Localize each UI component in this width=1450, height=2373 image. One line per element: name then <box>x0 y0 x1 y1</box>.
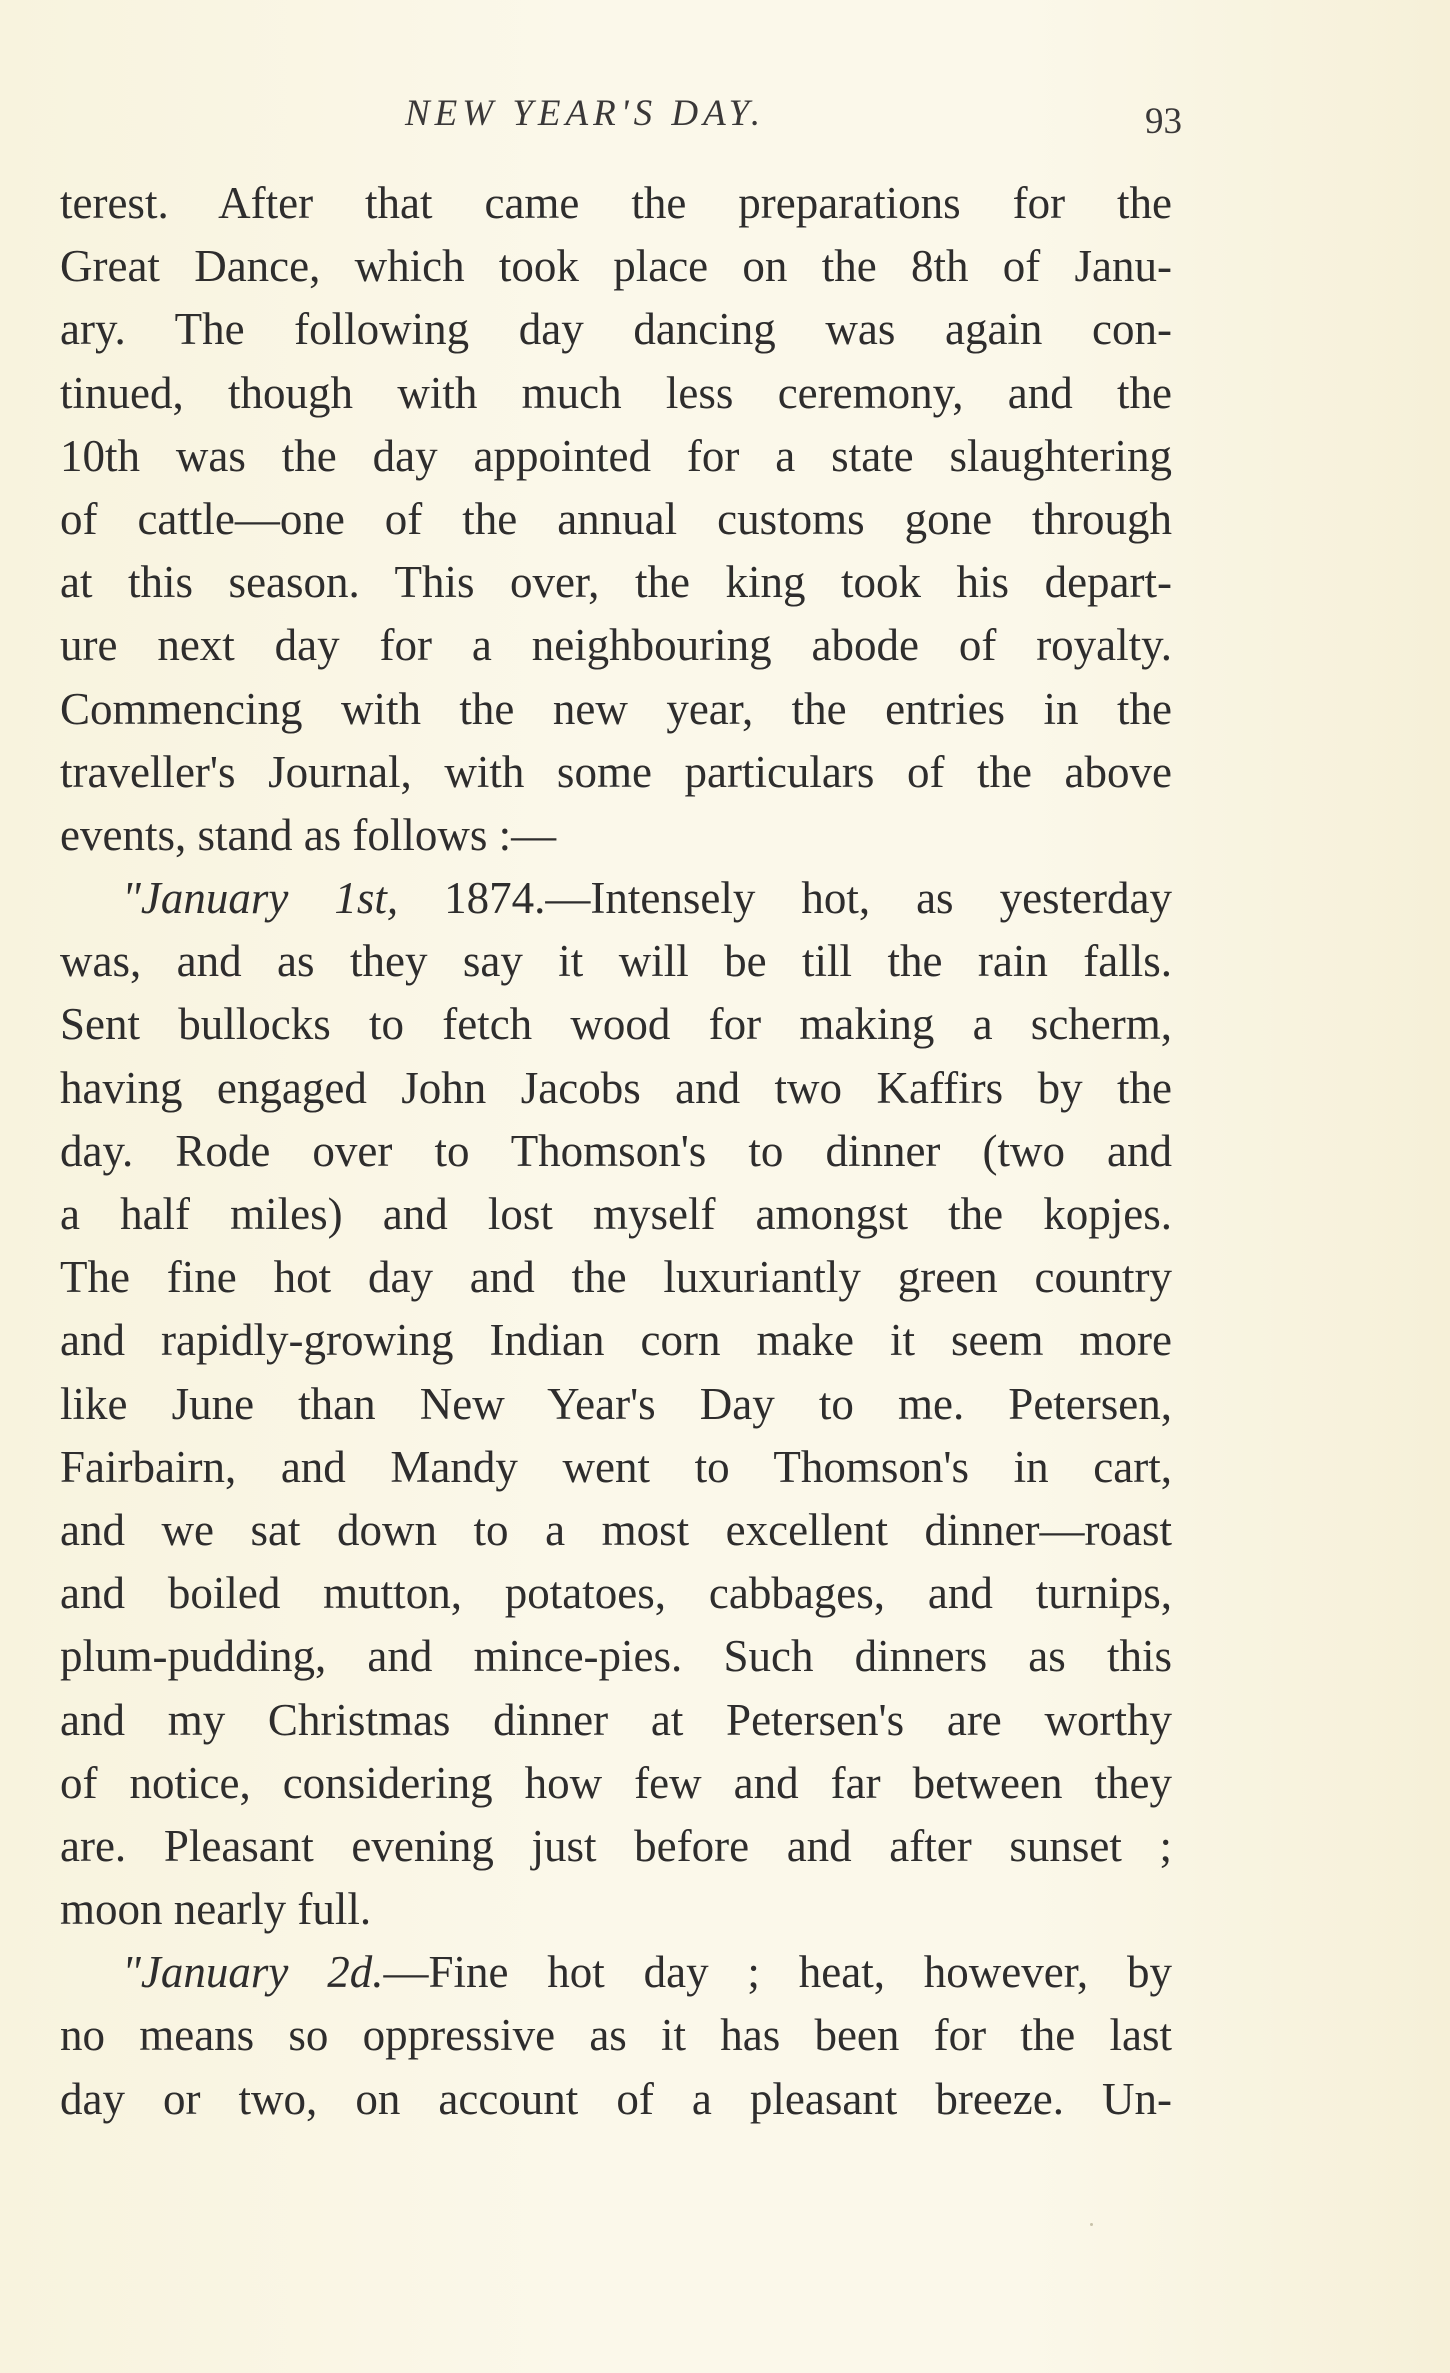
text-line: having engaged John Jacobs and two Kaffirs by the <box>60 1062 1172 1113</box>
entry-date: "January 2d. <box>122 1947 384 1998</box>
text-line: tinued, though with much less ceremony, and the <box>60 367 1172 418</box>
text-line: no means so oppressive as it has been for the last <box>60 2010 1172 2061</box>
text-line: of notice, considering how few and far between they <box>60 1757 1172 1808</box>
text-line: day. Rode over to Thomson's to dinner (two and <box>60 1125 1172 1176</box>
text-line: Commencing with the new year, the entries in the <box>60 683 1172 734</box>
page-number: 93 <box>1145 101 1182 142</box>
text-line: was, and as they say it will be till the rain falls. <box>60 936 1172 987</box>
text-line: moon nearly full. <box>60 1884 372 1935</box>
text-line: 10th was the day appointed for a state slaughtering <box>60 430 1172 481</box>
text-line: are. Pleasant evening just before and after sunset ; <box>60 1820 1172 1871</box>
text-line: and rapidly-growing Indian corn make it seem more <box>60 1315 1172 1366</box>
text-line: Sent bullocks to fetch wood for making a scherm, <box>60 999 1172 1050</box>
entry-text: —Fine hot day ; heat, however, by <box>383 1947 1173 1998</box>
text-line: a half miles) and lost myself amongst the kopjes. <box>60 1189 1172 1239</box>
paper-speck <box>1090 2223 1093 2226</box>
text-line: day or two, on account of a pleasant breeze. Un- <box>60 2073 1172 2124</box>
text-line: and we sat down to a most excellent dinner—roast <box>60 1504 1172 1555</box>
entry-text: 1874.—Intensely hot, as yesterday <box>398 873 1172 924</box>
text-line: ary. The following day dancing was again con- <box>60 304 1172 355</box>
text-line: at this season. This over, the king took his depart- <box>60 557 1172 608</box>
text-line: terest. After that came the preparations for the <box>60 178 1172 228</box>
running-title: NEW YEAR'S DAY. <box>405 93 766 134</box>
journal-entry-first-line <box>60 1941 1172 2004</box>
text-line: and boiled mutton, potatoes, cabbages, and turnips, <box>60 1568 1172 1619</box>
text-line: traveller's Journal, with some particulars of the above <box>60 746 1172 797</box>
text-line: The fine hot day and the luxuriantly green country <box>60 1252 1172 1303</box>
text-line: like June than New Year's Day to me. Petersen, <box>60 1378 1172 1429</box>
text-line: and my Christmas dinner at Petersen's are worthy <box>60 1694 1172 1745</box>
text-line: ure next day for a neighbouring abode of royalty. <box>60 620 1172 671</box>
body-text <box>60 172 1172 2131</box>
text-line: Great Dance, which took place on the 8th of Janu- <box>60 241 1172 292</box>
text-line: events, stand as follows :— <box>60 809 557 860</box>
running-head <box>60 92 1180 142</box>
journal-entry-first-line <box>60 867 1172 930</box>
text-line: of cattle—one of the annual customs gone through <box>60 493 1172 544</box>
entry-date: "January 1st, <box>122 873 399 924</box>
text-line: Fairbairn, and Mandy went to Thomson's in cart, <box>60 1441 1172 1492</box>
text-line: plum-pudding, and mince-pies. Such dinners as this <box>60 1631 1172 1682</box>
